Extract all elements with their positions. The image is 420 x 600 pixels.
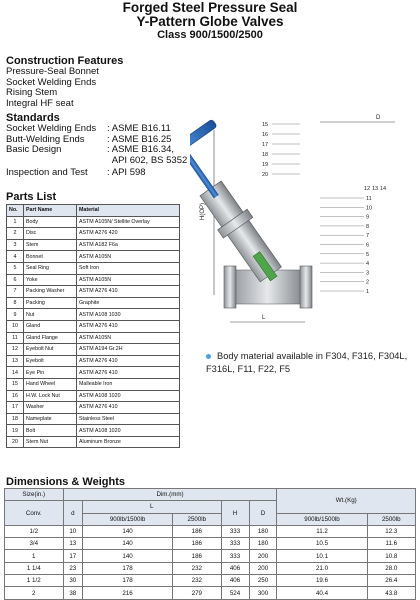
parts-header-row: [7, 205, 180, 217]
callout-label: 13: [372, 186, 379, 192]
parts-cell-name: Gland: [24, 320, 77, 332]
parts-cell-material: ASTM A108 1020: [77, 390, 180, 402]
valve-stem: [190, 146, 219, 199]
parts-row: [7, 332, 180, 344]
valve-drawing: [190, 100, 418, 340]
callout-label: 2: [366, 279, 370, 286]
dims-title: Dimensions & Weights: [6, 476, 125, 488]
parts-cell-no: 15: [7, 378, 24, 390]
dims-cell: 186: [173, 538, 221, 550]
callout-label: 14: [380, 186, 387, 192]
parts-cell-no: 7: [7, 286, 24, 298]
parts-cell-no: 3: [7, 239, 24, 251]
dims-l-header: L: [83, 501, 221, 513]
parts-cell-name: Nut: [24, 309, 77, 321]
dims-dim-header: Dim.(mm): [63, 489, 277, 501]
dims-cell: 2: [5, 587, 64, 599]
parts-cell-name: Eyebolt: [24, 355, 77, 367]
title-line-2: Y-Pattern Globe Valves: [136, 14, 284, 29]
construction-list: [6, 67, 99, 109]
parts-cell-material: ASTM A276 420: [77, 228, 180, 240]
parts-row: [7, 251, 180, 263]
dims-cell: 19.6: [277, 575, 367, 587]
parts-cell-name: Washer: [24, 402, 77, 414]
parts-row: [7, 367, 180, 379]
parts-cell-material: Stainless Steel: [77, 413, 180, 425]
parts-cell-no: 17: [7, 402, 24, 414]
standards-label: Basic Design: [6, 144, 62, 155]
dims-l900-header: 900lb/1500lb: [83, 513, 173, 525]
note-text: Body material available in F304, F316, F304L, F316L, F11, F22, F5: [206, 351, 408, 374]
callout-label: 7: [366, 233, 370, 240]
parts-row: [7, 355, 180, 367]
callout-label: 15: [262, 122, 269, 128]
parts-header-name: Part Name: [24, 205, 77, 217]
dims-row: [5, 575, 416, 587]
dims-row: [5, 525, 416, 537]
parts-row: [7, 239, 180, 251]
dims-cell: 300: [249, 587, 277, 599]
parts-cell-name: Nameplate: [24, 413, 77, 425]
dims-row: [5, 562, 416, 574]
parts-row: [7, 402, 180, 414]
valve-end-left: [224, 266, 236, 308]
standards-row: [6, 145, 187, 156]
parts-cell-no: 20: [7, 436, 24, 448]
page-header: [0, 0, 420, 42]
dims-cell: 40.4: [277, 587, 367, 599]
parts-cell-name: Bonnet: [24, 251, 77, 263]
dims-cell: 216: [83, 587, 173, 599]
parts-row: [7, 228, 180, 240]
parts-title: Parts List: [6, 191, 57, 203]
parts-cell-name: Disc: [24, 228, 77, 240]
standards-label: Inspection and Test: [6, 167, 88, 178]
dims-l2500-header: 2500lb: [173, 513, 221, 525]
callout-label: 18: [262, 152, 269, 158]
parts-cell-name: Packing Washer: [24, 286, 77, 298]
dims-cell: 232: [173, 562, 221, 574]
dims-cell: 333: [221, 538, 249, 550]
standards-value: : ASME B16.34,: [107, 144, 175, 155]
callout-label: 20: [262, 172, 269, 178]
dims-cell: 3/4: [5, 538, 64, 550]
parts-cell-material: Soft Iron: [77, 262, 180, 274]
callout-label: 19: [262, 162, 269, 168]
construction-title: Construction Features: [6, 55, 124, 67]
dims-cell: 186: [173, 525, 221, 537]
parts-cell-no: 13: [7, 355, 24, 367]
standards-value: : ASME B16.11: [107, 123, 171, 134]
dims-cell: 21.0: [277, 562, 367, 574]
parts-cell-no: 4: [7, 251, 24, 263]
dims-h-header: H: [221, 501, 249, 526]
dims-cell: 180: [249, 538, 277, 550]
standards-label: Socket Welding Ends: [6, 123, 97, 134]
parts-cell-name: Body: [24, 216, 77, 228]
construction-item: Integral HF seat: [6, 97, 74, 109]
parts-row: [7, 436, 180, 448]
construction-item: Rising Stem: [6, 87, 58, 98]
parts-cell-material: ASTM A276 410: [77, 402, 180, 414]
callout-label: 16: [262, 132, 269, 138]
parts-row: [7, 413, 180, 425]
dims-cell: 26.4: [367, 575, 415, 587]
standards-label: Butt-Welding Ends: [6, 133, 85, 145]
callout-label: 3: [366, 270, 370, 277]
parts-cell-no: 5: [7, 262, 24, 274]
callout-label: 12: [364, 186, 371, 192]
dims-cell: 279: [173, 587, 221, 599]
dims-row: [5, 538, 416, 550]
parts-cell-material: ASTM A105N: [77, 332, 180, 344]
parts-cell-material: ASTM A182 F6a: [77, 239, 180, 251]
parts-cell-name: Stem: [24, 239, 77, 251]
parts-cell-no: 19: [7, 425, 24, 437]
parts-cell-material: ASTM A105N/ Stellite Overlay: [77, 216, 180, 228]
dim-d-label: D: [376, 115, 381, 121]
dim-h-label: H(OP): [200, 203, 206, 220]
parts-cell-name: Stem Nut: [24, 436, 77, 448]
parts-cell-no: 11: [7, 332, 24, 344]
parts-table: [6, 204, 180, 448]
dims-d-small-header: d: [63, 501, 82, 526]
callout-label: 10: [366, 205, 373, 212]
parts-cell-no: 1: [7, 216, 24, 228]
callout-label: 4: [366, 261, 370, 268]
parts-cell-material: ASTM A276 410: [77, 320, 180, 332]
dims-cell: 140: [83, 525, 173, 537]
dims-cell: 23: [63, 562, 82, 574]
standards-value: API 602, BS 5352: [107, 154, 188, 166]
title-line-3: Class 900/1500/2500: [157, 29, 263, 41]
dims-row: [5, 587, 416, 599]
parts-row: [7, 262, 180, 274]
callout-label: 8: [366, 223, 370, 230]
dims-cell: 17: [63, 550, 82, 562]
dims-cell: 140: [83, 538, 173, 550]
parts-cell-no: 10: [7, 320, 24, 332]
dims-cell: 28.0: [367, 562, 415, 574]
callouts-right: [320, 186, 386, 295]
dims-cell: 30: [63, 575, 82, 587]
dims-size-header: Size(in.): [5, 489, 64, 501]
construction-item: Pressure-Seal Bonnet: [6, 66, 99, 77]
dims-cell: 11.6: [367, 538, 415, 550]
parts-cell-material: ASTM A105N: [77, 274, 180, 286]
dims-cell: 406: [221, 562, 249, 574]
parts-header-no: No.: [7, 205, 24, 217]
dims-cell: 1 1/4: [5, 562, 64, 574]
parts-cell-no: 2: [7, 228, 24, 240]
parts-header-material: Material: [77, 205, 180, 217]
parts-row: [7, 216, 180, 228]
standards-list: [6, 124, 187, 179]
dims-cell: 38: [63, 587, 82, 599]
callout-label: 17: [262, 142, 269, 148]
parts-cell-name: Hand Wheel: [24, 378, 77, 390]
dims-cell: 524: [221, 587, 249, 599]
dims-cell: 186: [173, 550, 221, 562]
dims-wt-header: Wt.(Kg): [277, 489, 416, 514]
construction-item: Socket Welding Ends: [6, 76, 97, 88]
dims-cell: 12.3: [367, 525, 415, 537]
dims-cell: 11.2: [277, 525, 367, 537]
standards-row: [6, 156, 187, 167]
parts-cell-no: 9: [7, 309, 24, 321]
dims-cell: 200: [249, 562, 277, 574]
parts-row: [7, 390, 180, 402]
dims-cell: 406: [221, 575, 249, 587]
dims-cell: 180: [249, 525, 277, 537]
dims-w900-header: 900lb/1500lb: [277, 513, 367, 525]
dims-cell: 140: [83, 550, 173, 562]
parts-cell-name: Eyebolt Nut: [24, 344, 77, 356]
standards-row: [6, 168, 187, 179]
dims-header-row-1: [5, 489, 416, 501]
standards-label: [6, 156, 107, 167]
parts-row: [7, 274, 180, 286]
parts-cell-name: Packing: [24, 297, 77, 309]
parts-cell-no: 18: [7, 413, 24, 425]
dims-cell: 178: [83, 575, 173, 587]
parts-row: [7, 344, 180, 356]
parts-cell-material: ASTM A276 410: [77, 286, 180, 298]
dims-cell: 1 1/2: [5, 575, 64, 587]
dims-cell: 333: [221, 525, 249, 537]
parts-cell-material: Graphite: [77, 297, 180, 309]
dims-row: [5, 550, 416, 562]
parts-row: [7, 297, 180, 309]
standards-row: [6, 124, 187, 135]
parts-row: [7, 425, 180, 437]
dims-cell: 10: [63, 525, 82, 537]
parts-row: [7, 378, 180, 390]
dims-conv-header: Conv.: [5, 501, 64, 526]
dim-l-label: L: [262, 315, 266, 321]
parts-row: [7, 320, 180, 332]
standards-value: : API 598: [107, 167, 146, 178]
parts-cell-no: 12: [7, 344, 24, 356]
parts-cell-no: 8: [7, 297, 24, 309]
parts-cell-no: 14: [7, 367, 24, 379]
standards-title: Standards: [6, 112, 60, 124]
dims-cell: 10.8: [367, 550, 415, 562]
parts-cell-material: Aluminum Bronze: [77, 436, 180, 448]
dims-cell: 178: [83, 562, 173, 574]
dims-cell: 1/2: [5, 525, 64, 537]
dims-cell: 10.5: [277, 538, 367, 550]
parts-cell-material: ASTM A276 410: [77, 367, 180, 379]
parts-cell-no: 6: [7, 274, 24, 286]
dims-cell: 43.8: [367, 587, 415, 599]
standards-value: : ASME B16.25: [107, 133, 172, 145]
parts-cell-name: Seal Ring: [24, 262, 77, 274]
valve-end-right: [300, 266, 312, 308]
dims-cell: 250: [249, 575, 277, 587]
dims-cell: 232: [173, 575, 221, 587]
callout-label: 11: [366, 196, 372, 202]
parts-cell-name: Eye Pin: [24, 367, 77, 379]
note-bullet-icon: [206, 354, 211, 359]
parts-cell-material: Malleable Iron: [77, 378, 180, 390]
callout-label: 9: [366, 214, 370, 221]
parts-cell-name: H.W. Lock Nut: [24, 390, 77, 402]
body-material-note: [206, 350, 418, 376]
parts-cell-material: ASTM A105N: [77, 251, 180, 263]
dims-cell: 200: [249, 550, 277, 562]
title-line-1: Forged Steel Pressure Seal: [122, 0, 298, 15]
parts-cell-material: ASTM A276 410: [77, 355, 180, 367]
parts-cell-material: ASTM A108 1020: [77, 425, 180, 437]
callout-label: 6: [366, 242, 370, 249]
dims-cell: 13: [63, 538, 82, 550]
parts-row: [7, 309, 180, 321]
dims-cell: 10.1: [277, 550, 367, 562]
dims-w2500-header: 2500lb: [367, 513, 415, 525]
parts-cell-material: ASTM A194 Gr.2H: [77, 344, 180, 356]
parts-cell-name: Bolt: [24, 425, 77, 437]
dims-cell: 1: [5, 550, 64, 562]
parts-cell-no: 16: [7, 390, 24, 402]
dims-cell: 333: [221, 550, 249, 562]
dims-table: [4, 488, 416, 600]
dims-d-header: D: [249, 501, 277, 526]
callout-label: 1: [366, 289, 370, 295]
parts-cell-name: Gland Flange: [24, 332, 77, 344]
parts-cell-material: ASTM A108 1030: [77, 309, 180, 321]
parts-cell-name: Yoke: [24, 274, 77, 286]
callouts-left: [262, 122, 300, 178]
callout-label: 5: [366, 251, 370, 258]
parts-row: [7, 286, 180, 298]
